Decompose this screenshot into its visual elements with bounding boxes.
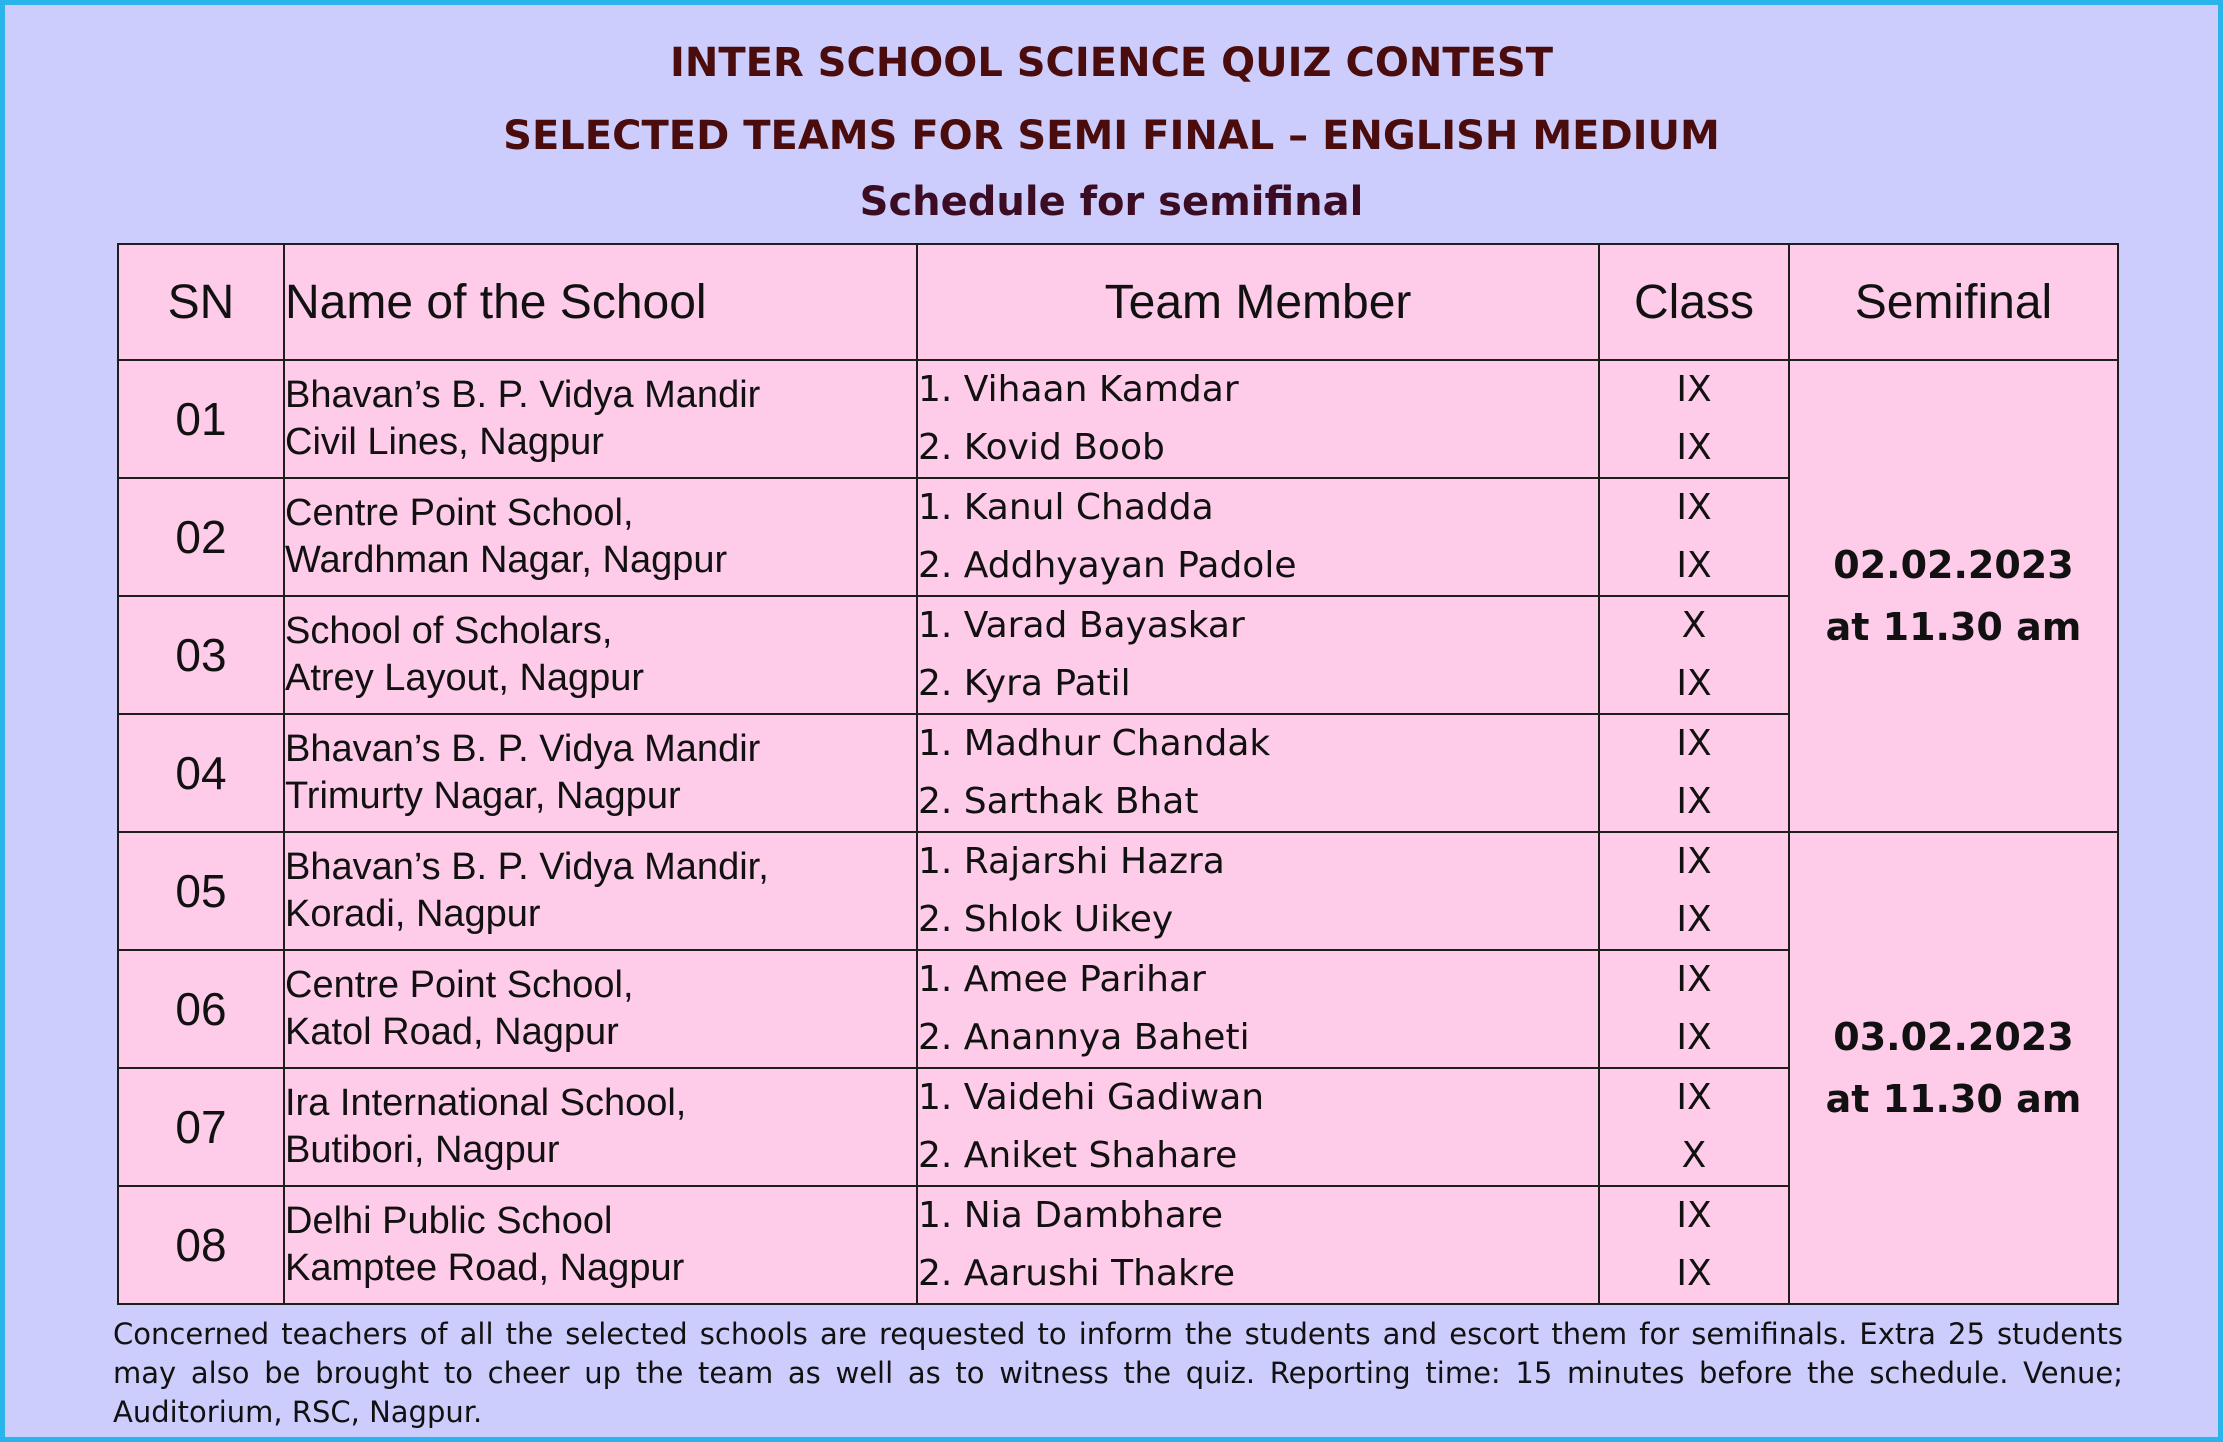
row-sn: 02 [118, 478, 284, 596]
class-1: IX [1676, 723, 1712, 764]
school-line-1: Centre Point School, [285, 492, 634, 534]
school-name [284, 1186, 917, 1304]
class-1: IX [1676, 841, 1712, 882]
row-sn: 04 [118, 714, 284, 832]
team-member-1: 1. Varad Bayaskar [918, 605, 1245, 646]
class-2: IX [1676, 781, 1712, 822]
school-line-2: Trimurty Nagar, Nagpur [285, 775, 681, 817]
team-members [917, 596, 1599, 714]
class-1: IX [1676, 1077, 1712, 1118]
school-line-2: Butibori, Nagpur [285, 1129, 560, 1171]
school-line-2: Katol Road, Nagpur [285, 1011, 619, 1053]
header-class: Class [1599, 244, 1789, 360]
team-member-1: 1. Vihaan Kamdar [918, 369, 1239, 410]
header-school: Name of the School [284, 244, 917, 360]
header-team-member: Team Member [917, 244, 1599, 360]
school-line-2: Civil Lines, Nagpur [285, 421, 604, 463]
team-member-1: 1. Madhur Chandak [918, 723, 1271, 764]
row-sn: 03 [118, 596, 284, 714]
team-members [917, 714, 1599, 832]
school-line-2: Wardhman Nagar, Nagpur [285, 539, 728, 581]
row-sn: 01 [118, 360, 284, 478]
semifinal-time: at 11.30 am [1825, 1077, 2082, 1121]
team-members [917, 1068, 1599, 1186]
member-classes [1599, 478, 1789, 596]
row-sn: 08 [118, 1186, 284, 1304]
class-1: IX [1676, 369, 1712, 410]
team-member-2: 2. Kyra Patil [918, 663, 1131, 704]
row-sn: 06 [118, 950, 284, 1068]
team-member-2: 2. Aniket Shahare [918, 1135, 1238, 1176]
table-header-row [118, 244, 2118, 360]
school-name [284, 950, 917, 1068]
team-members [917, 950, 1599, 1068]
class-1: IX [1676, 959, 1712, 1000]
footer-note: Concerned teachers of all the selected schools are requested to inform the students and escort them for semifinals. Extra 25 students may also be brought to cheer up the team as well as to witness the quiz. Reporting time: 15 minutes before the schedule. Venue; Auditorium, RSC, Nagpur. [113, 1317, 2123, 1429]
school-line-1: School of Scholars, [285, 610, 613, 652]
school-line-1: Centre Point School, [285, 964, 634, 1006]
semifinal-date: 02.02.2023 [1833, 543, 2074, 587]
schedule-heading: Schedule for semifinal [859, 179, 1364, 225]
header-semifinal: Semifinal [1789, 244, 2118, 360]
team-member-2: 2. Sarthak Bhat [918, 781, 1199, 822]
team-members [917, 1186, 1599, 1304]
member-classes [1599, 714, 1789, 832]
member-classes [1599, 1068, 1789, 1186]
page-subtitle: SELECTED TEAMS FOR SEMI FINAL – ENGLISH MEDIUM [503, 113, 1720, 159]
school-line-2: Atrey Layout, Nagpur [285, 657, 645, 699]
class-2: IX [1676, 1017, 1712, 1058]
page-title: INTER SCHOOL SCIENCE QUIZ CONTEST [669, 40, 1554, 86]
class-2: IX [1676, 899, 1712, 940]
school-line-1: Delhi Public School [285, 1200, 613, 1242]
school-line-1: Bhavan’s B. P. Vidya Mandir [285, 728, 761, 770]
team-member-1: 1. Nia Dambhare [918, 1195, 1223, 1236]
semifinal-time: at 11.30 am [1825, 605, 2082, 649]
member-classes [1599, 1186, 1789, 1304]
team-member-1: 1. Amee Parihar [918, 959, 1206, 1000]
member-classes [1599, 360, 1789, 478]
team-members [917, 478, 1599, 596]
team-member-2: 2. Shlok Uikey [918, 899, 1174, 940]
member-classes [1599, 950, 1789, 1068]
school-name [284, 832, 917, 950]
selected-teams-table [117, 243, 2119, 1305]
school-line-1: Bhavan’s B. P. Vidya Mandir, [285, 846, 769, 888]
class-2: IX [1676, 1253, 1712, 1294]
school-name [284, 478, 917, 596]
row-sn: 07 [118, 1068, 284, 1186]
class-2: IX [1676, 545, 1712, 586]
school-line-1: Ira International School, [285, 1082, 687, 1124]
school-name [284, 360, 917, 478]
member-classes [1599, 596, 1789, 714]
table-row [118, 360, 2118, 478]
team-member-1: 1. Vaidehi Gadiwan [918, 1077, 1265, 1118]
school-name [284, 714, 917, 832]
table-row [118, 832, 2118, 950]
team-member-2: 2. Addhyayan Padole [918, 545, 1297, 586]
class-2: IX [1676, 427, 1712, 468]
school-line-2: Kamptee Road, Nagpur [285, 1247, 685, 1289]
header-sn: SN [118, 244, 284, 360]
team-members [917, 832, 1599, 950]
team-member-2: 2. Aarushi Thakre [918, 1253, 1235, 1294]
class-1: IX [1676, 1195, 1712, 1236]
team-members [917, 360, 1599, 478]
semifinal-schedule-2 [1789, 832, 2118, 1304]
team-member-1: 1. Rajarshi Hazra [918, 841, 1225, 882]
semifinal-date: 03.02.2023 [1833, 1015, 2074, 1059]
row-sn: 05 [118, 832, 284, 950]
semifinal-schedule-1 [1789, 360, 2118, 832]
class-2: X [1681, 1135, 1707, 1176]
school-name [284, 596, 917, 714]
class-2: IX [1676, 663, 1712, 704]
member-classes [1599, 832, 1789, 950]
team-member-2: 2. Anannya Baheti [918, 1017, 1250, 1058]
class-1: IX [1676, 487, 1712, 528]
school-line-1: Bhavan’s B. P. Vidya Mandir [285, 374, 761, 416]
team-member-2: 2. Kovid Boob [918, 427, 1165, 468]
team-member-1: 1. Kanul Chadda [918, 487, 1214, 528]
school-name [284, 1068, 917, 1186]
school-line-2: Koradi, Nagpur [285, 893, 541, 935]
class-1: X [1681, 605, 1707, 646]
